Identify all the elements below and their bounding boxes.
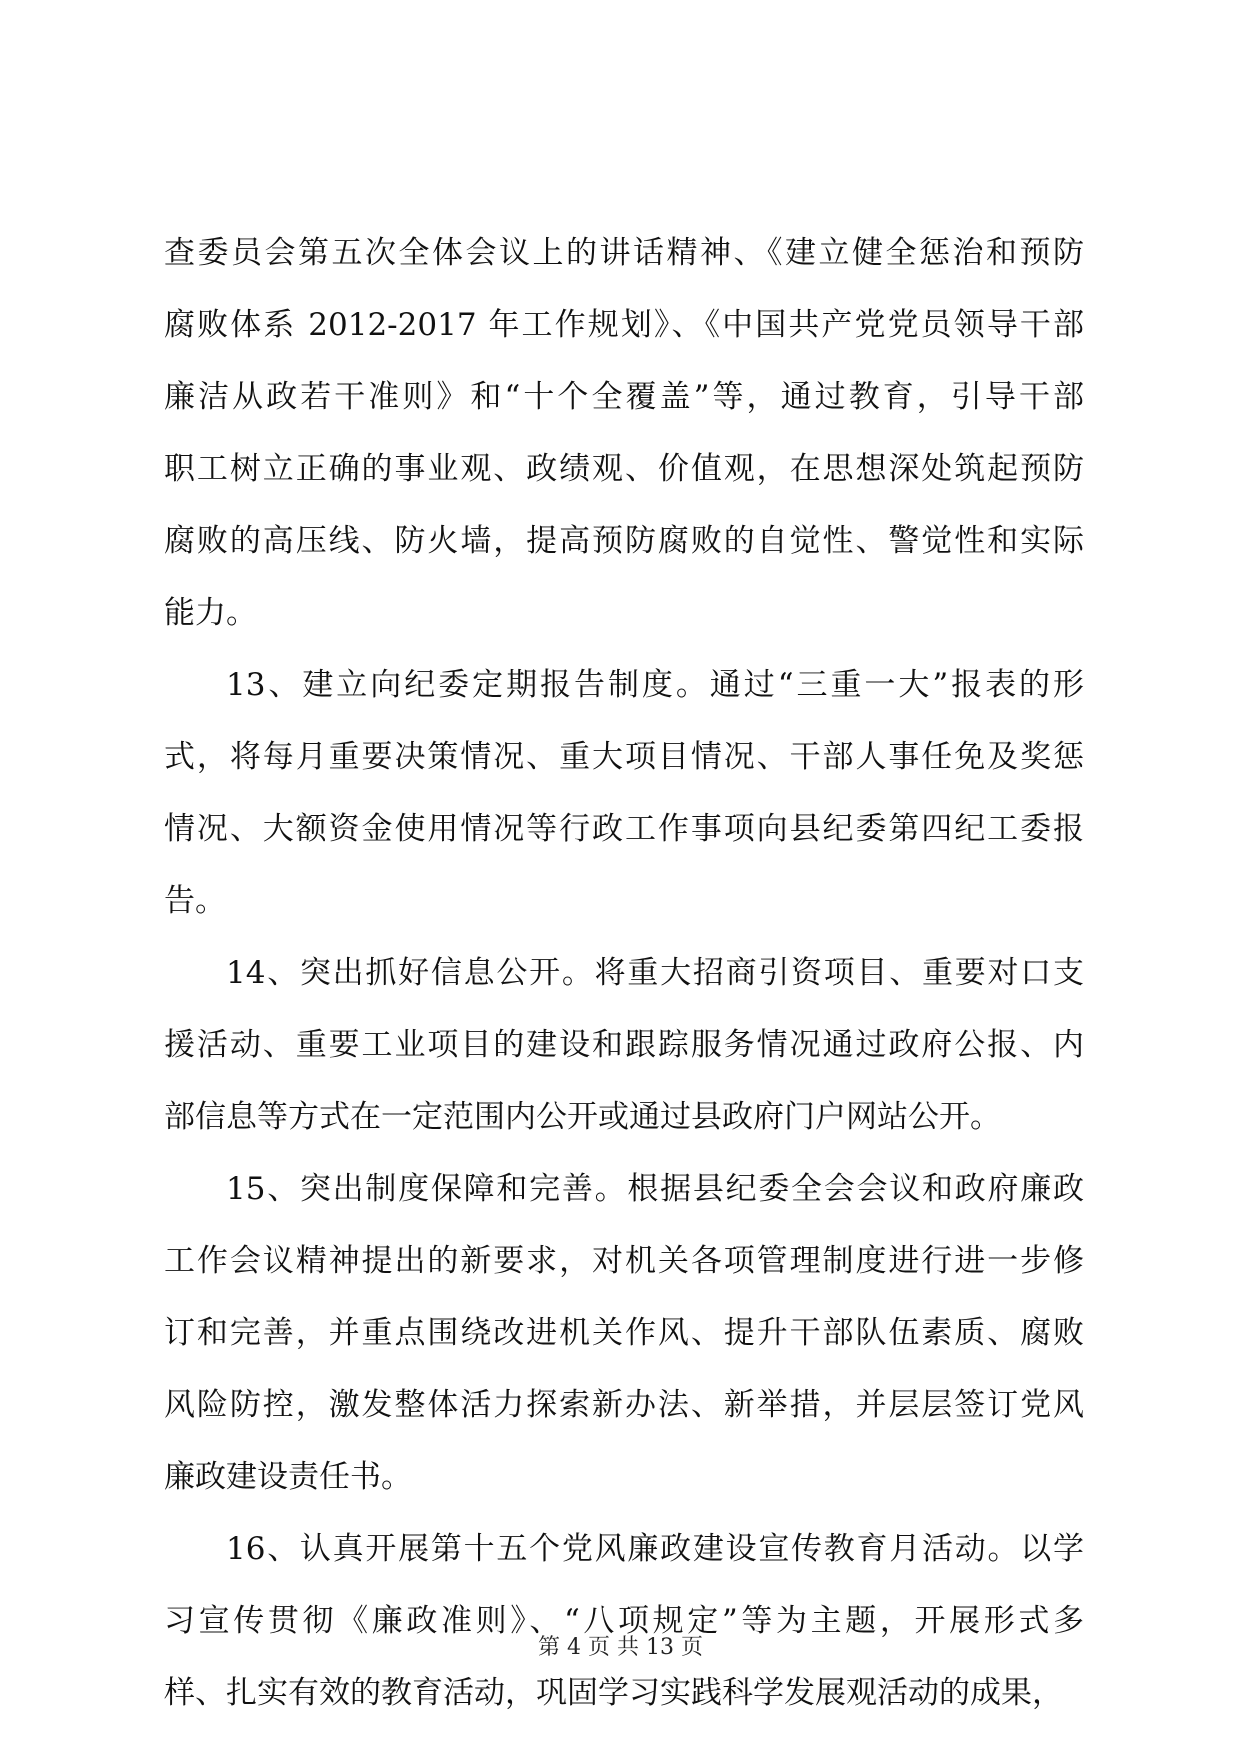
text-line: 查委员会第五次全体会议上的讲话精神、《建立健全惩治和预防 [164, 235, 1084, 271]
text-line: 13、建立向纪委定期报告制度。通过“三重一大”报表的形 [226, 667, 1084, 703]
text-line: 情况、大额资金使用情况等行政工作事项向县纪委第四纪工委报 [164, 811, 1084, 847]
text-line: 16、认真开展第十五个党风廉政建设宣传教育月活动。以学 [226, 1531, 1084, 1567]
paragraph-item-13 [164, 657, 1084, 945]
text-line: 样、扎实有效的教育活动，巩固学习实践科学发展观活动的成果， [164, 1675, 1063, 1711]
text-line: 腐败体系 2012-2017 年工作规划》、《中国共产党党员领导干部 [164, 307, 1084, 343]
text-line: 风险防控，激发整体活力探索新办法、新举措，并层层签订党风 [164, 1387, 1084, 1423]
text-line: 习宣传贯彻《廉政准则》、“八项规定”等为主题，开展形式多 [164, 1603, 1084, 1639]
text-line: 廉洁从政若干准则》和“十个全覆盖”等，通过教育，引导干部 [164, 379, 1084, 415]
text-line: 14、突出抓好信息公开。将重大招商引资项目、重要对口支 [226, 955, 1084, 991]
text-line: 订和完善，并重点围绕改进机关作风、提升干部队伍素质、腐败 [164, 1315, 1084, 1351]
text-line: 15、突出制度保障和完善。根据县纪委全会会议和政府廉政 [226, 1171, 1084, 1207]
paragraph-item-15 [164, 1161, 1084, 1521]
text-line: 职工树立正确的事业观、政绩观、价值观，在思想深处筑起预防 [164, 451, 1084, 487]
paragraph-continuation [164, 225, 1084, 657]
text-line: 告。 [164, 883, 226, 919]
text-line: 工作会议精神提出的新要求，对机关各项管理制度进行进一步修 [164, 1243, 1084, 1279]
page-number-footer: 第 4 页 共 13 页 [538, 1635, 703, 1660]
paragraph-item-14 [164, 945, 1084, 1161]
paragraph-item-16 [164, 1521, 1084, 1737]
text-line: 能力。 [164, 595, 257, 631]
text-line: 廉政建设责任书。 [164, 1459, 412, 1495]
text-line: 部信息等方式在一定范围内公开或通过县政府门户网站公开。 [164, 1099, 1001, 1135]
text-line: 式，将每月重要决策情况、重大项目情况、干部人事任免及奖惩 [164, 739, 1084, 775]
text-line: 腐败的高压线、防火墙，提高预防腐败的自觉性、警觉性和实际 [164, 523, 1084, 559]
text-line: 援活动、重要工业项目的建设和跟踪服务情况通过政府公报、内 [164, 1027, 1084, 1063]
document-body [164, 225, 1084, 1737]
